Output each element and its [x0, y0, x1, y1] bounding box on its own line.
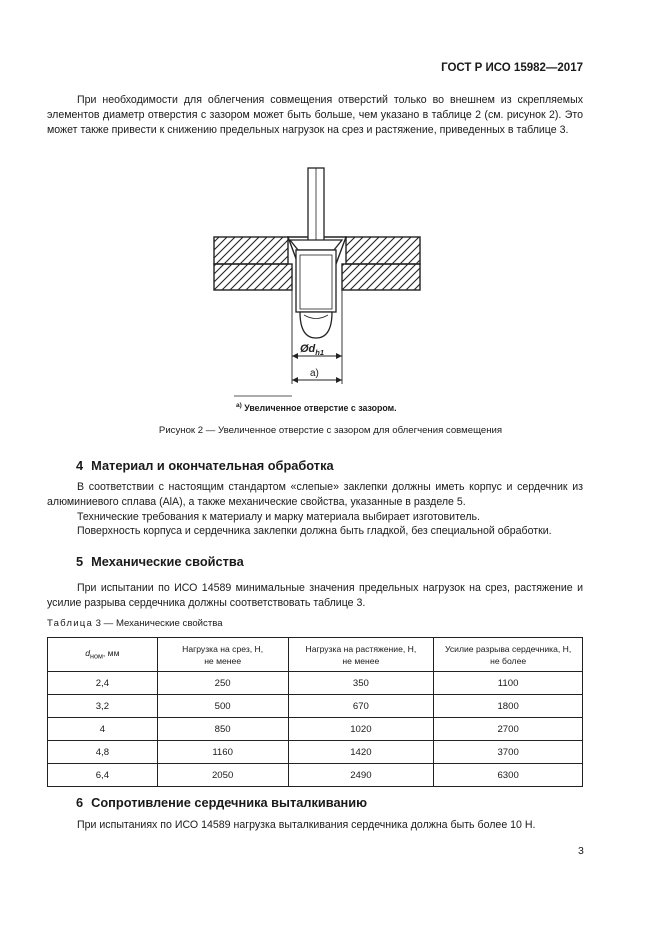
cell-tensile: 1020 [288, 718, 434, 741]
table-row [48, 695, 583, 718]
section-5-title: Механические свойства [91, 554, 244, 569]
cell-shear: 500 [157, 695, 288, 718]
cell-mandrel-break: 6300 [434, 764, 583, 787]
header-d-unit: , мм [102, 647, 120, 658]
table-row [48, 718, 583, 741]
section-6-heading [76, 795, 367, 810]
section-5-paragraph: При испытании по ИСО 14589 минимальные значения предельных нагрузок на срез, растяжение и усилие разрыва сердечника должны соответствовать таблице 3. [47, 582, 583, 610]
cell-mandrel-break: 2700 [434, 718, 583, 741]
header-mandrel-break [434, 638, 583, 672]
header-mandrel-line2: не более [490, 655, 527, 666]
header-shear-line2: не менее [204, 655, 242, 666]
header-d-subscript: ном [90, 652, 103, 661]
cell-tensile: 350 [288, 672, 434, 695]
table-row [48, 741, 583, 764]
standard-header: ГОСТ Р ИСО 15982—2017 [441, 62, 583, 74]
page-number: 3 [578, 845, 584, 857]
svg-text:Ødh1 [300, 343, 324, 357]
cell-tensile: 670 [288, 695, 434, 718]
table-row [48, 672, 583, 695]
section-4-paragraph-3: Поверхность корпуса и сердечника заклепки должна быть гладкой, без специальной обработки. [77, 525, 552, 537]
intro-paragraph: При необходимости для облегчения совмещения отверстий только во внешнем из скрепляемых элементов диаметр отверстия с зазором может быть больше, чем указано в таблице 2 (см. рисунок 2). Это может также привести к снижению предельных нагрузок на срез и растяжение, приведенных в таблице 3. [47, 94, 583, 137]
cell-d-nom: 2,4 [48, 672, 158, 695]
header-tensile-line1: Нагрузка на растяжение, Н, [305, 643, 417, 654]
footnote-text: Увеличенное отверстие с зазором. [244, 402, 397, 413]
header-shear-line1: Нагрузка на срез, Н, [182, 643, 264, 654]
cell-shear: 2050 [157, 764, 288, 787]
cell-mandrel-break: 1800 [434, 695, 583, 718]
rivet-body [290, 168, 342, 338]
cell-tensile: 2490 [288, 764, 434, 787]
section-5-number: 5 [76, 554, 84, 569]
section-6-title: Сопротивление сердечника выталкиванию [91, 795, 368, 810]
table-header-row [48, 638, 583, 672]
section-4-paragraph-2: Технические требования к материалу и марку материала выбирает изготовитель. [77, 511, 480, 523]
footnote-marker: a) [236, 402, 242, 409]
cell-shear: 850 [157, 718, 288, 741]
table-caption-label: Таблица [47, 618, 94, 629]
section-5-heading [76, 554, 244, 569]
header-tensile [288, 638, 434, 672]
header-shear [157, 638, 288, 672]
cell-d-nom: 4,8 [48, 741, 158, 764]
section-4-title: Материал и окончательная обработка [91, 458, 334, 473]
header-mandrel-line1: Усилие разрыва сердечника, Н, [445, 643, 572, 654]
cell-d-nom: 3,2 [48, 695, 158, 718]
cell-shear: 1160 [157, 741, 288, 764]
section-6-paragraph: При испытаниях по ИСО 14589 нагрузка выталкивания сердечника должна быть более 10 Н. [77, 819, 536, 831]
cell-mandrel-break: 1100 [434, 672, 583, 695]
rivet-figure [0, 0, 661, 420]
figure-note-marker: a) [310, 368, 319, 379]
header-d-symbol: d [85, 647, 91, 658]
figure-footnote [236, 402, 397, 413]
table-caption [47, 618, 223, 629]
header-d-nom [48, 638, 158, 672]
figure-caption: Рисунок 2 — Увеличенное отверстие с зазором для облегчения совмещения [158, 425, 503, 436]
cell-d-nom: 4 [48, 718, 158, 741]
section-4-heading [76, 458, 334, 473]
section-4-number: 4 [76, 458, 84, 473]
section-4-paragraph-1: В соответствии с настоящим стандартом «слепые» заклепки должны иметь корпус и сердечник из алюминиевого сплава (AlA), а также механические свойства, указанные в разделе 5. [47, 481, 583, 509]
table-caption-text: 3 — Механические свойства [93, 618, 223, 629]
cell-shear: 250 [157, 672, 288, 695]
table-row [48, 764, 583, 787]
mechanical-properties-table [47, 637, 583, 787]
cell-d-nom: 6,4 [48, 764, 158, 787]
dimension-label: Ød [300, 343, 316, 355]
cell-tensile: 1420 [288, 741, 434, 764]
dimension-subscript: h1 [315, 348, 325, 357]
header-tensile-line2: не менее [342, 655, 380, 666]
cell-mandrel-break: 3700 [434, 741, 583, 764]
section-6-number: 6 [76, 795, 84, 810]
